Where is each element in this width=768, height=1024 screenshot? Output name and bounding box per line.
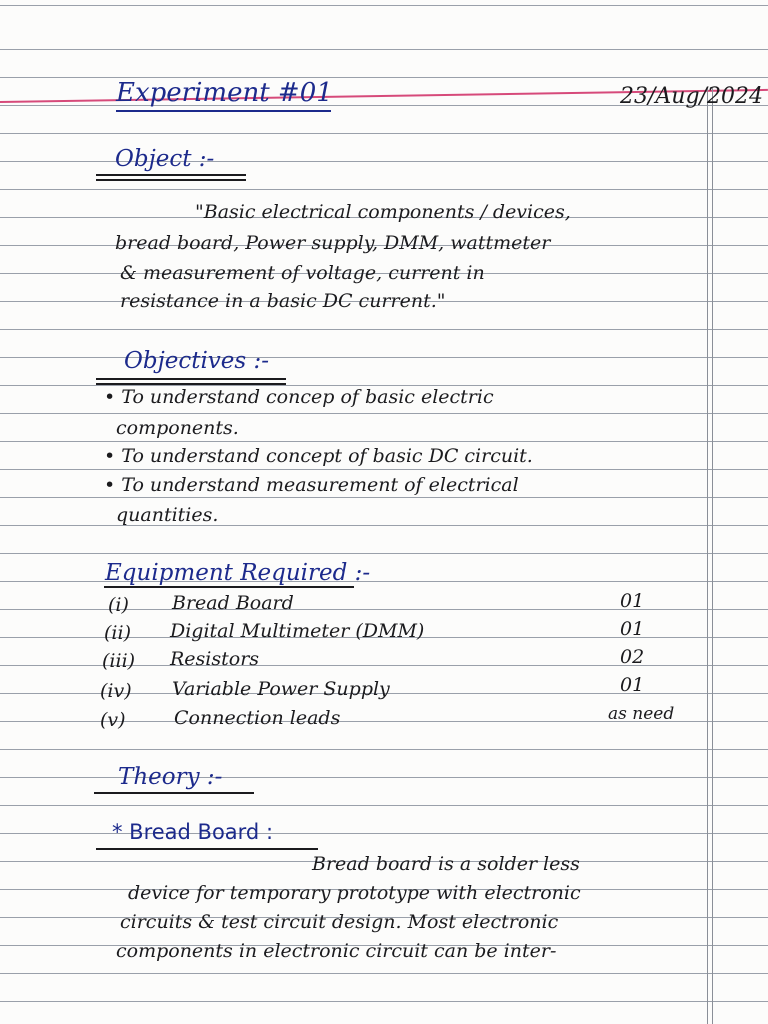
right-margin-line xyxy=(707,88,708,1024)
equipment-qty-1: 01 xyxy=(620,590,645,612)
bread-board-heading: * Bread Board : xyxy=(112,820,274,844)
objectives-underline-2 xyxy=(96,383,286,385)
theory-underline xyxy=(94,792,254,794)
equipment-name-5: Connection leads xyxy=(174,707,341,729)
objectives-underline xyxy=(96,378,286,380)
experiment-title: Experiment #01 xyxy=(116,78,333,108)
equipment-num-1: (i) xyxy=(108,594,129,616)
objectives-heading: Objectives :- xyxy=(124,348,270,374)
equipment-num-3: (iii) xyxy=(102,650,136,672)
theory-line-2: device for temporary prototype with electronic xyxy=(128,882,581,904)
objectives-line-5: quantities. xyxy=(116,504,219,526)
equipment-qty-3: 02 xyxy=(620,646,645,668)
bread-board-underline xyxy=(96,848,318,850)
equipment-qty-2: 01 xyxy=(620,618,645,640)
equipment-qty-4: 01 xyxy=(620,674,645,696)
theory-line-4: components in electronic circuit can be inter- xyxy=(116,940,557,962)
equipment-name-1: Bread Board xyxy=(172,592,294,614)
experiment-date: 23/Aug/2024 xyxy=(620,84,763,109)
object-line-2: bread board, Power supply, DMM, wattmeter xyxy=(115,232,551,254)
equipment-num-4: (iv) xyxy=(100,680,132,702)
object-line-1: "Basic electrical components / devices, xyxy=(195,201,571,223)
object-underline-2 xyxy=(96,179,246,181)
objectives-line-1: • To understand concep of basic electric xyxy=(104,386,494,408)
right-margin-line-2 xyxy=(712,88,713,1024)
objectives-line-2: components. xyxy=(116,417,239,439)
object-line-3: & measurement of voltage, current in xyxy=(120,262,485,284)
theory-line-1: Bread board is a solder less xyxy=(312,853,580,875)
objectives-line-4: • To understand measurement of electrical xyxy=(104,474,519,496)
object-heading: Object :- xyxy=(115,146,215,172)
object-line-4: resistance in a basic DC current." xyxy=(120,290,446,312)
equipment-qty-5: as need xyxy=(608,704,675,724)
equipment-name-3: Resistors xyxy=(170,648,260,670)
object-underline xyxy=(96,174,246,176)
equipment-heading: Equipment Required :- xyxy=(105,560,371,586)
theory-line-3: circuits & test circuit design. Most electronic xyxy=(120,911,559,933)
equipment-name-2: Digital Multimeter (DMM) xyxy=(170,620,425,642)
equipment-name-4: Variable Power Supply xyxy=(172,678,390,700)
equipment-num-2: (ii) xyxy=(104,622,131,644)
objectives-line-3: • To understand concept of basic DC circuit. xyxy=(104,445,533,467)
title-underline xyxy=(116,110,331,112)
equipment-num-5: (v) xyxy=(100,709,126,731)
equipment-underline xyxy=(104,586,354,588)
theory-heading: Theory :- xyxy=(118,764,223,790)
